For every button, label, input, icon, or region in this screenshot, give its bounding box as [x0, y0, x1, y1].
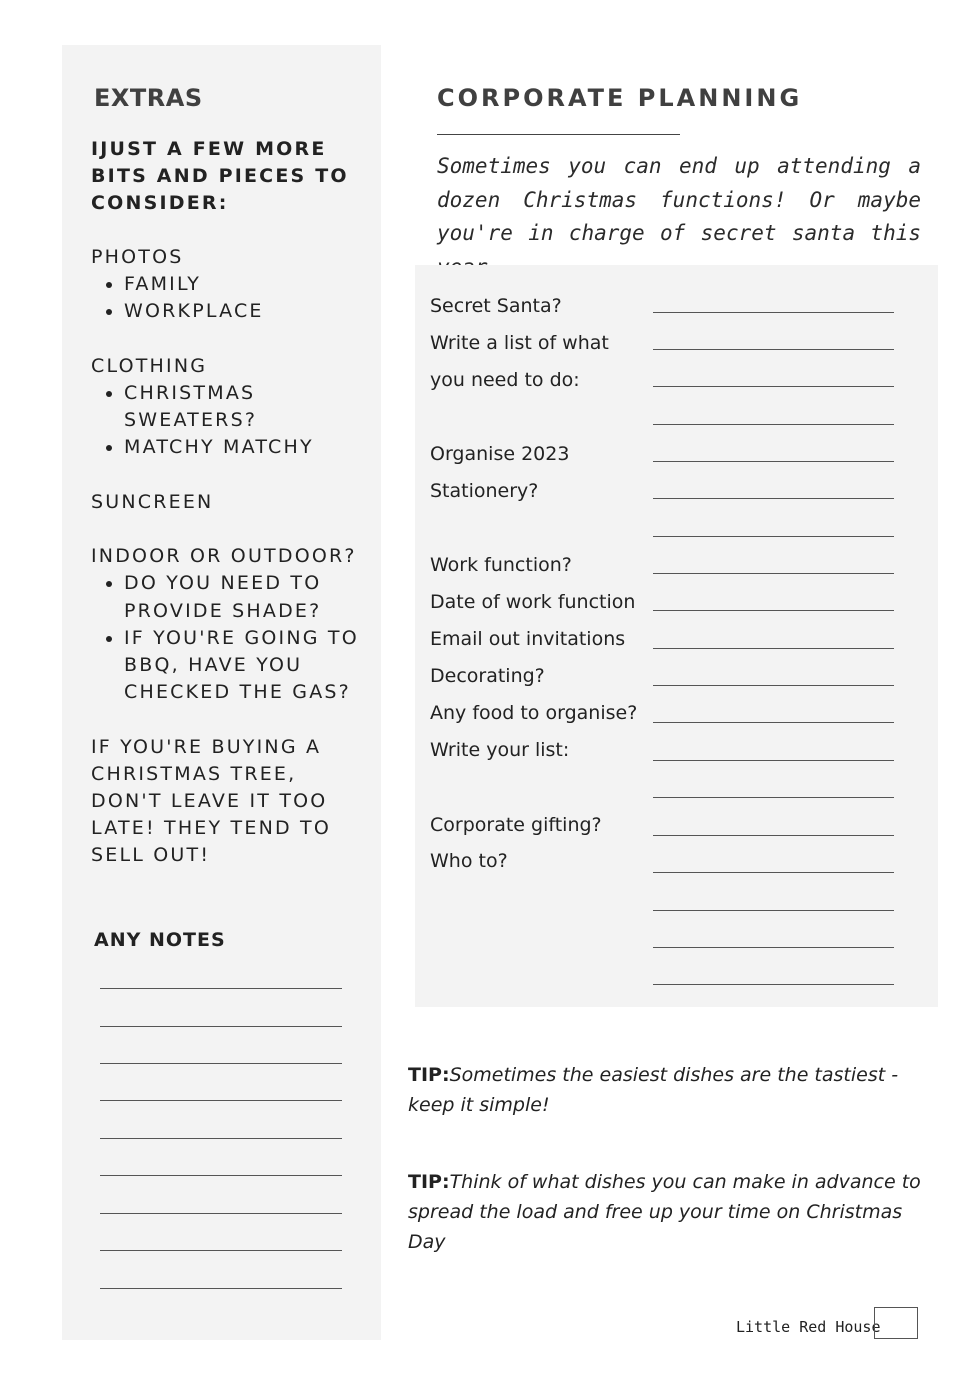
brand-logo-box — [874, 1307, 918, 1339]
suncreen-heading: SUNCREEN — [91, 490, 214, 513]
prompt-label: Any food to organise? — [430, 702, 638, 724]
prompt-label: Work function? — [430, 554, 572, 576]
write-line — [653, 536, 894, 537]
clothing-list — [91, 380, 376, 462]
write-line — [653, 573, 894, 574]
list-item: • MATCHY MATCHY — [124, 434, 376, 461]
write-line — [653, 797, 894, 798]
indoor-heading: INDOOR OR OUTDOOR? — [91, 545, 357, 568]
write-line — [653, 685, 894, 686]
list-item: • CHRISTMAS SWEATERS? — [124, 380, 376, 434]
list-item: • IF YOU'RE GOING TO BBQ, HAVE YOU CHECKED THE GAS? — [124, 625, 376, 707]
notes-title: ANY NOTES — [94, 929, 226, 951]
write-line — [653, 461, 894, 462]
title-divider — [437, 134, 680, 135]
tree-note: IF YOU'RE BUYING A CHRISTMAS TREE, DON'T LEAVE IT TOO LATE! THEY TEND TO SELL OUT! — [91, 735, 332, 867]
tip-label: TIP: — [408, 1171, 450, 1193]
photos-heading: PHOTOS — [91, 246, 184, 268]
write-line — [653, 498, 894, 499]
note-line — [100, 1213, 342, 1214]
extras-intro: IJUST A FEW MORE BITS AND PIECES TO CONSIDER: — [91, 138, 349, 214]
write-line — [653, 984, 894, 985]
prompt-label: Who to? — [430, 850, 508, 872]
extras-title: EXTRAS — [94, 84, 203, 112]
note-line — [100, 1063, 342, 1064]
prompt-label: Decorating? — [430, 665, 545, 687]
list-item: • DO YOU NEED TO PROVIDE SHADE? — [124, 570, 376, 624]
write-line — [653, 722, 894, 723]
tip-text: Sometimes the easiest dishes are the tastiest - keep it simple! — [408, 1064, 899, 1116]
note-line — [100, 1175, 342, 1176]
list-item: • WORKPLACE — [124, 298, 376, 325]
indoor-list — [91, 570, 376, 706]
prompt-label: Stationery? — [430, 480, 539, 502]
write-line — [653, 610, 894, 611]
prompt-label: Write your list: — [430, 739, 570, 761]
prompt-label: Corporate gifting? — [430, 814, 602, 836]
note-line — [100, 1100, 342, 1101]
write-line — [653, 424, 894, 425]
tip-label: TIP: — [408, 1064, 450, 1086]
page-title: CORPORATE PLANNING — [437, 84, 803, 112]
intro-paragraph: Sometimes you can end up attending a dozen Christmas functions! Or maybe you're in charge of secret santa this — [437, 154, 921, 245]
clothing-heading: CLOTHING — [91, 354, 208, 377]
write-line — [653, 835, 894, 836]
prompt-label: Write a list of what — [430, 332, 609, 354]
note-line — [100, 1138, 342, 1139]
tip-2 — [408, 1167, 928, 1257]
write-line — [653, 349, 894, 350]
write-line — [653, 386, 894, 387]
write-line — [653, 648, 894, 649]
note-line — [100, 988, 342, 989]
prompt-label: you need to do: — [430, 369, 580, 391]
list-item: • FAMILY — [124, 271, 376, 298]
prompt-label: Organise 2023 — [430, 443, 570, 465]
note-line — [100, 1026, 342, 1027]
write-line — [653, 910, 894, 911]
prompt-label: Secret Santa? — [430, 295, 562, 317]
write-line — [653, 312, 894, 313]
prompt-label: Email out invitations — [430, 628, 626, 650]
extras-list — [91, 244, 376, 870]
prompt-label: Date of work function — [430, 591, 636, 613]
note-line — [100, 1288, 342, 1289]
tip-1 — [408, 1060, 928, 1120]
tip-text: Think of what dishes you can make in advance to spread the load and free up your time on Christmas Day — [408, 1171, 921, 1253]
write-line — [653, 947, 894, 948]
brand-name: Little Red House — [736, 1318, 881, 1336]
note-line — [100, 1250, 342, 1251]
write-line — [653, 872, 894, 873]
photos-list — [91, 271, 376, 325]
write-line — [653, 760, 894, 761]
